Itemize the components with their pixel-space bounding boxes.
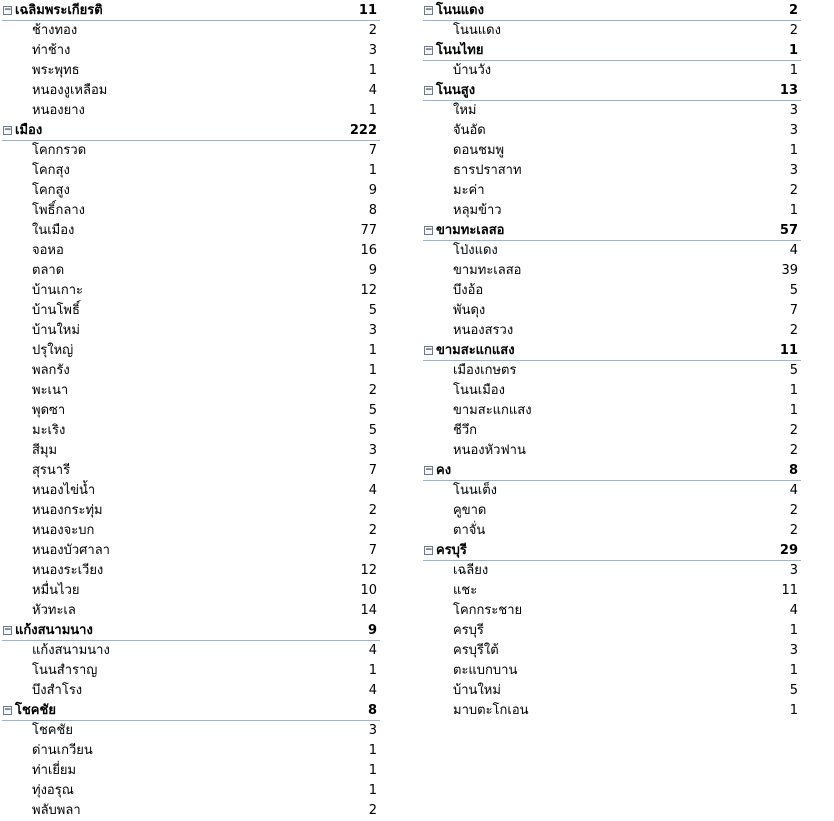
group-label: เฉลิมพระเกียรติ [15, 3, 103, 18]
item-row[interactable] [2, 581, 380, 601]
item-count: 12 [360, 563, 377, 578]
item-count: 14 [360, 603, 377, 618]
item-label: ครบุรีใต้ [453, 643, 499, 658]
item-label: ชีวึก [453, 423, 477, 438]
group-total: 8 [788, 463, 798, 478]
item-label: ขามทะเลสอ [453, 263, 522, 278]
item-label: ดอนชมพู [453, 143, 505, 158]
group-row[interactable] [423, 461, 801, 481]
group-total: 57 [779, 223, 798, 238]
item-label: แก้งสนามนาง [32, 643, 110, 658]
group-label: แก้งสนามนาง [15, 623, 93, 638]
item-count: 1 [789, 703, 798, 718]
item-row[interactable] [2, 81, 380, 101]
item-label: โคกกระชาย [453, 603, 523, 618]
item-count: 1 [368, 783, 377, 798]
item-count: 3 [789, 123, 798, 138]
group-row[interactable] [2, 621, 380, 641]
item-row[interactable] [2, 161, 380, 181]
item-count: 2 [368, 383, 377, 398]
item-row[interactable] [2, 61, 380, 81]
item-row[interactable] [2, 261, 380, 281]
item-count: 3 [789, 103, 798, 118]
group-label: โนนแดง [436, 3, 484, 18]
item-label: พลกรัง [32, 363, 70, 378]
item-label: สีมุม [32, 443, 58, 458]
item-count: 3 [789, 643, 798, 658]
item-count: 1 [368, 363, 377, 378]
pivot-table-left [2, 1, 380, 821]
item-label: เฉลียง [453, 563, 489, 578]
item-count: 7 [368, 543, 377, 558]
item-row[interactable] [2, 241, 380, 261]
group-label: ขามสะแกแสง [436, 343, 515, 358]
item-row[interactable] [423, 421, 801, 441]
item-count: 5 [789, 363, 798, 378]
item-label: ท่าเยี่ยม [32, 763, 77, 778]
item-count: 1 [368, 103, 377, 118]
item-row[interactable] [423, 361, 801, 381]
item-row[interactable] [423, 381, 801, 401]
item-row[interactable] [2, 341, 380, 361]
item-count: 10 [360, 583, 377, 598]
group-label: ขามทะเลสอ [436, 223, 505, 238]
item-label: เมืองเกษตร [453, 363, 517, 378]
item-label: หนองสรวง [453, 323, 514, 338]
item-count: 2 [789, 503, 798, 518]
item-row[interactable] [423, 281, 801, 301]
item-label: หนองระเวียง [32, 563, 104, 578]
collapse-icon[interactable]: − [425, 225, 433, 235]
item-label: แชะ [453, 583, 478, 598]
group-row[interactable] [423, 81, 801, 101]
item-row[interactable] [2, 641, 380, 661]
group-total: 11 [358, 3, 377, 18]
group-total: 2 [788, 3, 798, 18]
item-count: 1 [368, 163, 377, 178]
item-count: 4 [368, 483, 377, 498]
item-row[interactable] [423, 401, 801, 421]
item-count: 1 [789, 143, 798, 158]
item-row[interactable] [2, 181, 380, 201]
item-row[interactable] [2, 281, 380, 301]
item-count: 1 [368, 743, 377, 758]
item-label: ใหม่ [453, 103, 477, 118]
item-row[interactable] [423, 621, 801, 641]
collapse-icon[interactable]: − [4, 125, 12, 135]
item-row[interactable] [423, 601, 801, 621]
collapse-icon[interactable]: − [4, 625, 12, 635]
item-count: 3 [368, 443, 377, 458]
item-label: มาบตะโกเอน [453, 703, 529, 718]
item-count: 1 [789, 663, 798, 678]
item-count: 2 [789, 423, 798, 438]
item-label: ในเมือง [32, 223, 75, 238]
item-row[interactable] [2, 441, 380, 461]
item-count: 7 [368, 143, 377, 158]
group-total: 29 [779, 543, 798, 558]
item-count: 4 [789, 603, 798, 618]
item-row[interactable] [2, 801, 380, 821]
group-label: โนนไทย [436, 43, 484, 58]
group-total: 9 [367, 623, 377, 638]
item-count: 5 [789, 683, 798, 698]
item-count: 4 [368, 683, 377, 698]
item-count: 1 [368, 63, 377, 78]
item-label: ท่าช้าง [32, 43, 71, 58]
group-row[interactable] [2, 1, 380, 21]
item-row[interactable] [2, 481, 380, 501]
group-total: 1 [788, 43, 798, 58]
collapse-icon[interactable]: − [425, 465, 433, 475]
item-label: บ้านใหม่ [32, 323, 80, 338]
item-row[interactable] [2, 661, 380, 681]
item-count: 3 [789, 163, 798, 178]
item-label: พันดุง [453, 303, 486, 318]
item-count: 5 [368, 423, 377, 438]
item-label: หนองไข่น้ำ [32, 483, 96, 498]
group-label: คง [436, 463, 452, 478]
item-label: บึงอ้อ [453, 283, 484, 298]
group-total: 222 [349, 123, 377, 138]
collapse-icon[interactable]: − [425, 45, 433, 55]
item-label: ตลาด [32, 263, 65, 278]
item-label: โนนแดง [453, 23, 501, 38]
item-row[interactable] [2, 541, 380, 561]
item-row[interactable] [2, 361, 380, 381]
item-row[interactable] [2, 721, 380, 741]
item-count: 5 [368, 403, 377, 418]
item-count: 2 [789, 23, 798, 38]
item-label: หนองงูเหลือม [32, 83, 108, 98]
item-count: 1 [789, 383, 798, 398]
item-row[interactable] [2, 521, 380, 541]
item-label: หนองจะบก [32, 523, 95, 538]
item-label: โนนสำราญ [32, 663, 98, 678]
item-label: โนนเมือง [453, 383, 505, 398]
item-count: 12 [360, 283, 377, 298]
item-label: ทุ่งอรุณ [32, 783, 74, 798]
item-label: พระพุทธ [32, 63, 80, 78]
item-label: ตาจั่น [453, 523, 486, 538]
item-label: ขามสะแกแสง [453, 403, 532, 418]
item-row[interactable] [2, 21, 380, 41]
item-label: หนองยาง [32, 103, 85, 118]
item-row[interactable] [423, 181, 801, 201]
item-row[interactable] [423, 101, 801, 121]
item-count: 1 [368, 763, 377, 778]
item-row[interactable] [2, 741, 380, 761]
group-total: 8 [367, 703, 377, 718]
item-count: 2 [368, 503, 377, 518]
item-label: บ้านใหม่ [453, 683, 501, 698]
item-count: 4 [368, 83, 377, 98]
item-label: โคกสุง [32, 163, 70, 178]
item-label: สุรนารี [32, 463, 71, 478]
item-count: 8 [368, 203, 377, 218]
item-row[interactable] [2, 501, 380, 521]
item-row[interactable] [2, 101, 380, 121]
item-row[interactable] [423, 201, 801, 221]
item-count: 7 [789, 303, 798, 318]
item-label: พุดซา [32, 403, 66, 418]
item-count: 3 [368, 323, 377, 338]
collapse-icon[interactable]: − [425, 5, 433, 15]
item-row[interactable] [423, 501, 801, 521]
item-row[interactable] [423, 681, 801, 701]
item-label: ด่านเกวียน [32, 743, 93, 758]
item-count: 4 [368, 643, 377, 658]
group-total: 11 [779, 343, 798, 358]
group-label: เมือง [15, 123, 43, 138]
group-total: 13 [779, 83, 798, 98]
item-count: 1 [789, 623, 798, 638]
item-row[interactable] [2, 681, 380, 701]
item-label: โคกสูง [32, 183, 70, 198]
item-row[interactable] [2, 301, 380, 321]
item-count: 5 [789, 283, 798, 298]
item-label: หลุมข้าว [453, 203, 502, 218]
group-row[interactable] [2, 701, 380, 721]
item-row[interactable] [423, 61, 801, 81]
item-count: 1 [789, 203, 798, 218]
item-label: หนองบัวศาลา [32, 543, 110, 558]
item-row[interactable] [2, 601, 380, 621]
item-count: 2 [789, 443, 798, 458]
item-row[interactable] [423, 321, 801, 341]
item-label: โพธิ์กลาง [32, 203, 85, 218]
item-row[interactable] [423, 521, 801, 541]
item-label: พะเนา [32, 383, 69, 398]
collapse-icon[interactable]: − [4, 5, 12, 15]
item-row[interactable] [423, 441, 801, 461]
item-row[interactable] [2, 321, 380, 341]
item-count: 9 [368, 263, 377, 278]
item-row[interactable] [423, 121, 801, 141]
item-label: ช้างทอง [32, 23, 78, 38]
item-count: 4 [789, 243, 798, 258]
item-label: ปรุใหญ่ [32, 343, 74, 358]
item-count: 11 [781, 583, 798, 598]
item-label: หนองหัวฟาน [453, 443, 526, 458]
group-label: โชคชัย [15, 703, 56, 718]
item-row[interactable] [423, 301, 801, 321]
item-count: 4 [789, 483, 798, 498]
group-row[interactable] [423, 341, 801, 361]
item-row[interactable] [2, 781, 380, 801]
item-row[interactable] [423, 161, 801, 181]
item-row[interactable] [423, 561, 801, 581]
item-row[interactable] [2, 221, 380, 241]
item-row[interactable] [423, 581, 801, 601]
item-row[interactable] [2, 201, 380, 221]
item-label: โป่งแดง [453, 243, 498, 258]
group-row[interactable] [423, 221, 801, 241]
item-row[interactable] [2, 41, 380, 61]
item-label: โคกกรวด [32, 143, 87, 158]
item-count: 3 [368, 43, 377, 58]
item-row[interactable] [423, 21, 801, 41]
collapse-icon[interactable]: − [425, 85, 433, 95]
group-label: โนนสูง [436, 83, 476, 98]
group-row[interactable] [423, 541, 801, 561]
item-row[interactable] [2, 401, 380, 421]
item-count: 1 [789, 403, 798, 418]
item-label: ครบุรี [453, 623, 484, 638]
item-count: 16 [360, 243, 377, 258]
item-label: บ้านเกาะ [32, 283, 84, 298]
pivot-table-right [423, 1, 801, 721]
item-label: บ้านโพธิ์ [32, 303, 80, 318]
item-row[interactable] [423, 141, 801, 161]
item-count: 2 [368, 803, 377, 818]
item-count: 9 [368, 183, 377, 198]
item-label: บึงสำโรง [32, 683, 83, 698]
item-label: โชคชัย [32, 723, 73, 738]
item-count: 7 [368, 463, 377, 478]
item-row[interactable] [423, 641, 801, 661]
item-row[interactable] [2, 461, 380, 481]
item-row[interactable] [423, 241, 801, 261]
collapse-icon[interactable]: − [4, 705, 12, 715]
item-count: 2 [789, 323, 798, 338]
item-count: 5 [368, 303, 377, 318]
item-row[interactable] [423, 481, 801, 501]
item-label: โนนเต็ง [453, 483, 497, 498]
item-count: 2 [789, 523, 798, 538]
item-label: จันอัด [453, 123, 486, 138]
group-row[interactable] [2, 121, 380, 141]
item-label: บ้านวัง [453, 63, 492, 78]
group-row[interactable] [423, 1, 801, 21]
item-count: 2 [368, 523, 377, 538]
item-label: พลับพลา [32, 803, 81, 818]
item-row[interactable] [2, 761, 380, 781]
collapse-icon[interactable]: − [425, 545, 433, 555]
item-label: หัวทะเล [32, 603, 76, 618]
collapse-icon[interactable]: − [425, 345, 433, 355]
item-row[interactable] [2, 141, 380, 161]
item-label: มะค่า [453, 183, 485, 198]
group-row[interactable] [423, 41, 801, 61]
item-row[interactable] [423, 261, 801, 281]
item-count: 1 [368, 343, 377, 358]
item-count: 3 [368, 723, 377, 738]
item-label: จอหอ [32, 243, 64, 258]
item-row[interactable] [423, 701, 801, 721]
item-label: มะเริง [32, 423, 66, 438]
item-count: 77 [360, 223, 377, 238]
item-count: 2 [368, 23, 377, 38]
item-count: 1 [368, 663, 377, 678]
item-count: 3 [789, 563, 798, 578]
item-row[interactable] [2, 561, 380, 581]
item-row[interactable] [2, 421, 380, 441]
item-row[interactable] [2, 381, 380, 401]
item-label: คูขาด [453, 503, 487, 518]
item-count: 1 [789, 63, 798, 78]
item-label: หนองกระทุ่ม [32, 503, 103, 518]
item-row[interactable] [423, 661, 801, 681]
item-count: 2 [789, 183, 798, 198]
item-count: 39 [781, 263, 798, 278]
item-label: ธารปราสาท [453, 163, 522, 178]
group-label: ครบุรี [436, 543, 467, 558]
item-label: ตะแบกบาน [453, 663, 518, 678]
item-label: หมื่นไวย [32, 583, 80, 598]
